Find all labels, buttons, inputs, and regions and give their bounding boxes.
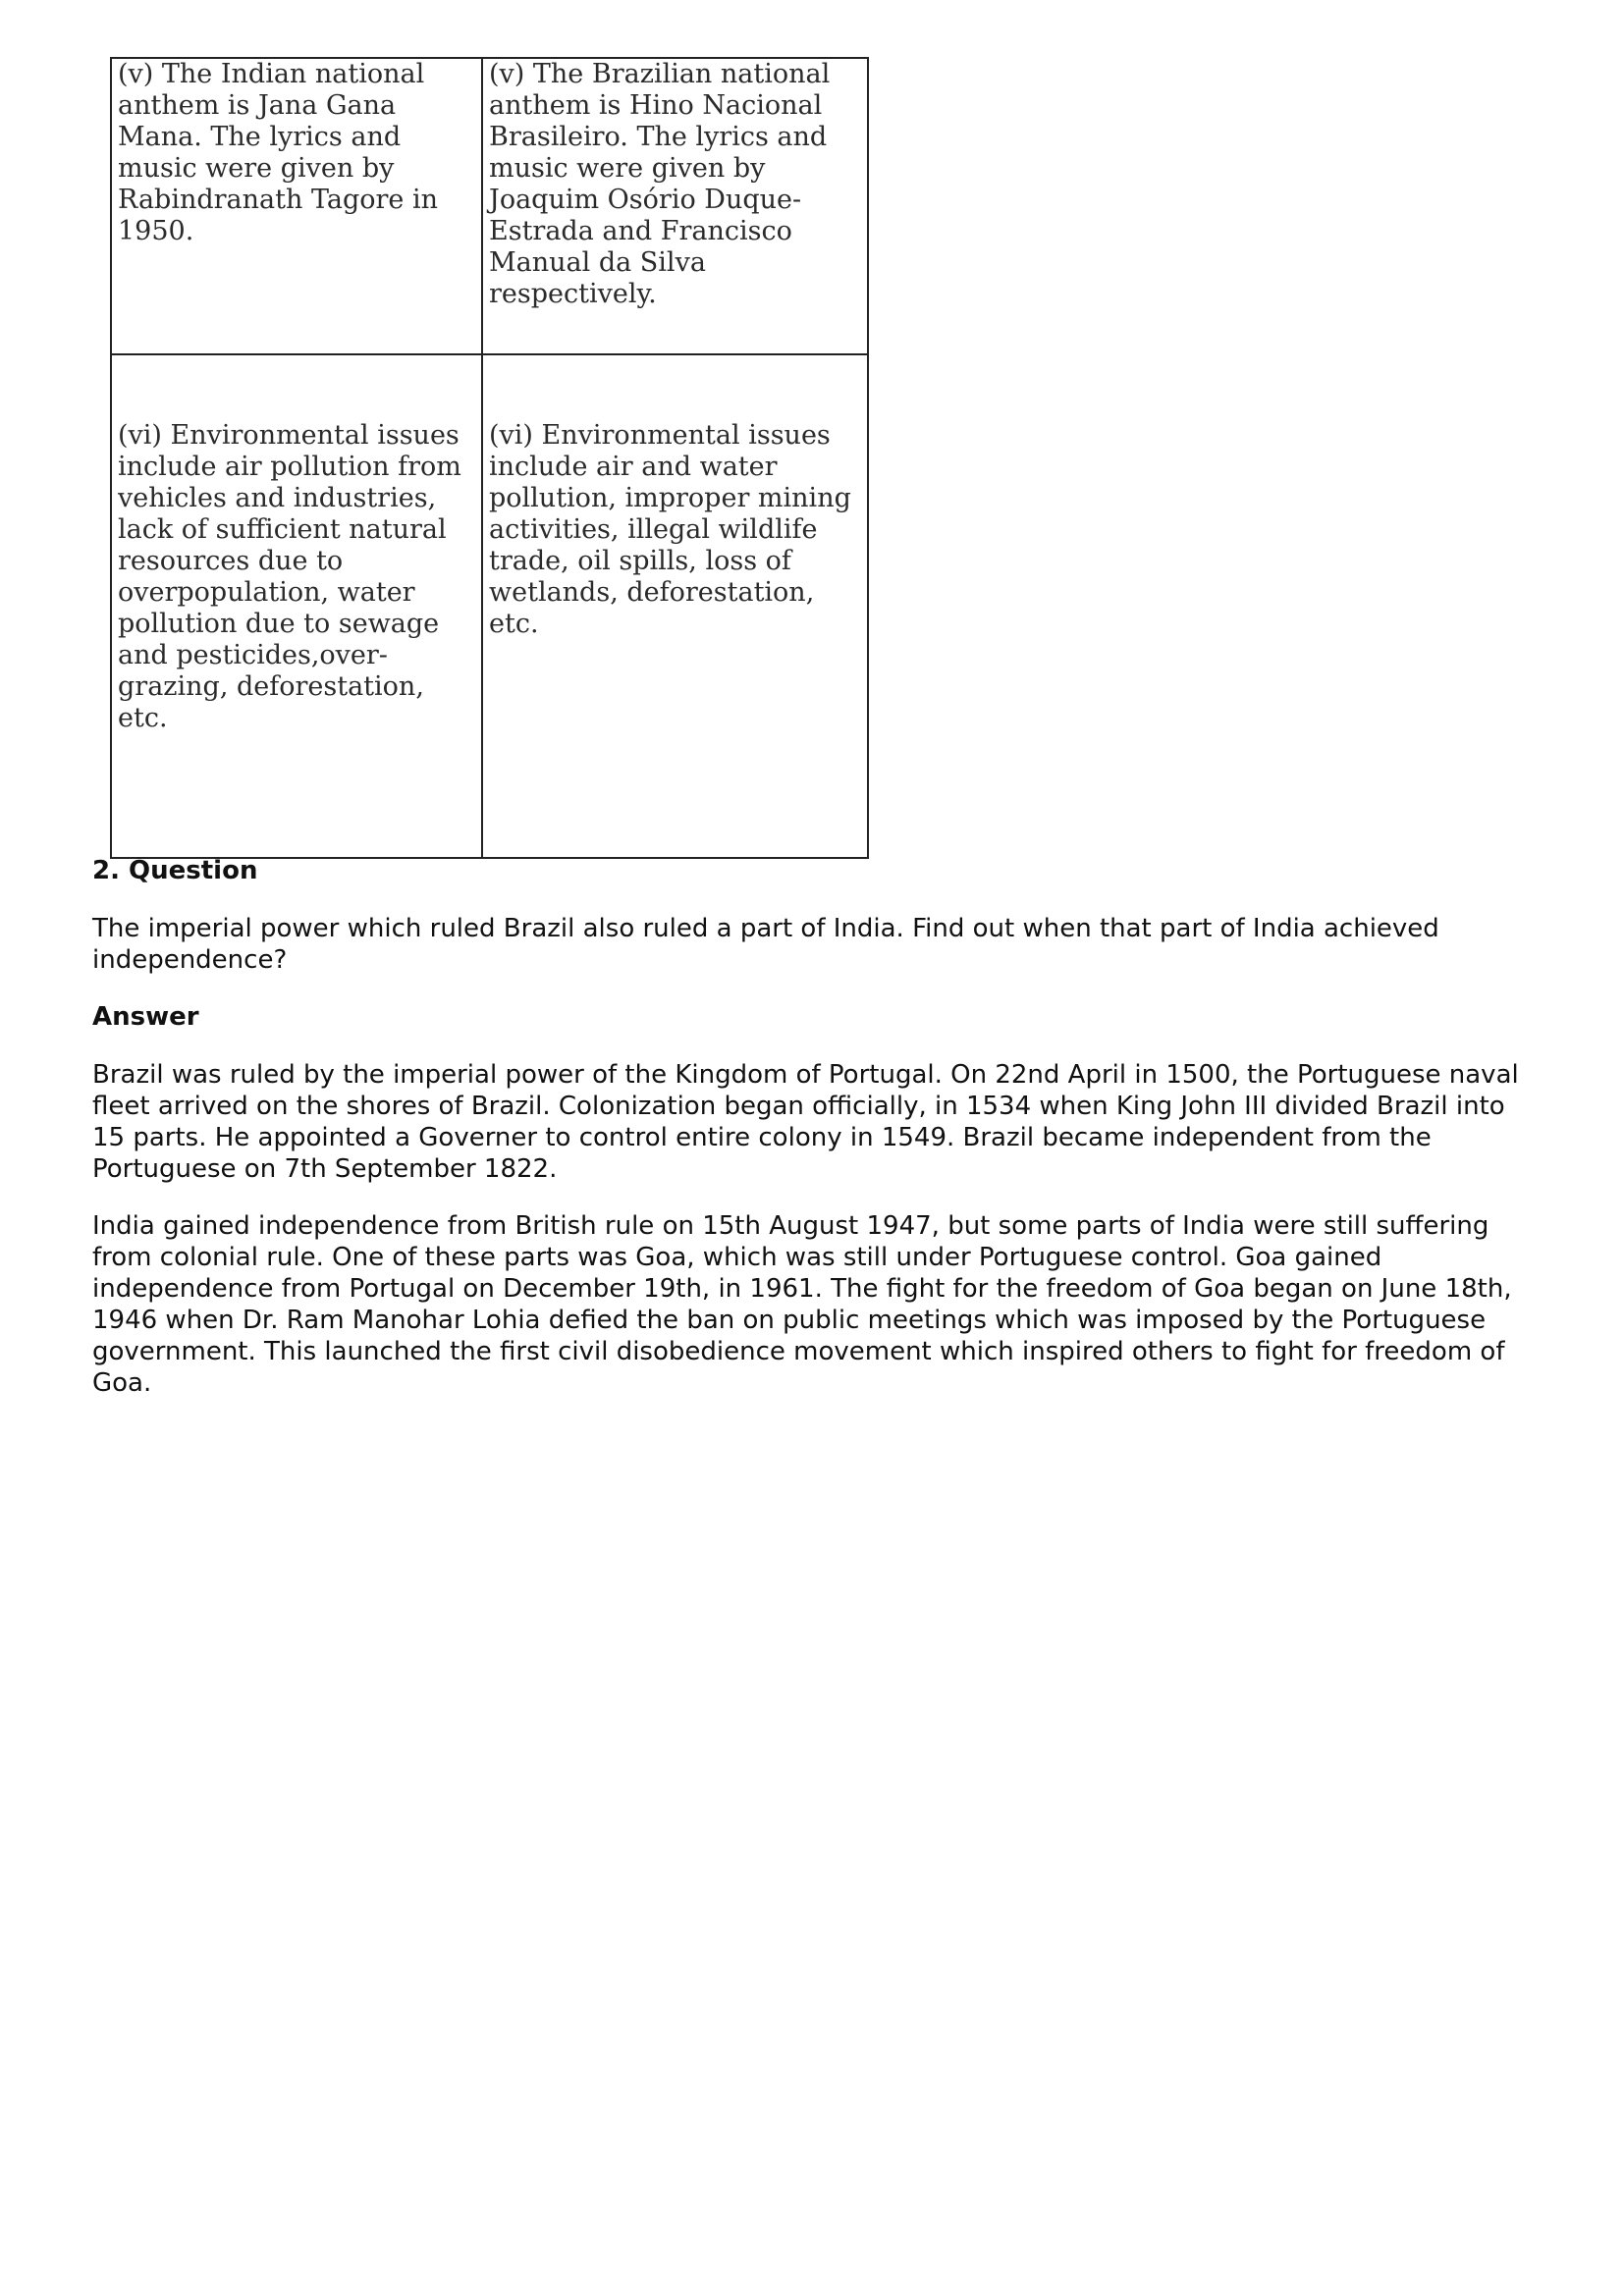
table-row (111, 354, 868, 858)
table-cell-india (111, 58, 482, 354)
table-cell-india (111, 354, 482, 858)
question-text: The imperial power which ruled Brazil also ruled a part of India. Find out when that part of India achieved independence? (92, 914, 1439, 975)
table-cell-brazil (482, 354, 868, 858)
answer-heading: Answer (92, 1002, 199, 1032)
cell-text: (v) The Brazilian national anthem is Hino Nacional Brasileiro. The lyrics and music were given by Joaquim Osório Duque-Estrada and Francisco Manual da Silva respectively. (489, 59, 831, 309)
table-row (111, 58, 868, 354)
answer-paragraph: Brazil was ruled by the imperial power of the Kingdom of Portugal. On 22nd April in 1500, the Portuguese naval fleet arrived on the shores of Brazil. Colonization began officially, in 1534 when King John III divided Brazil into 15 parts. He appointed a Governer to control entire colony in 1549. Brazil became independent from the Portuguese on 7th September 1822. (92, 1060, 1519, 1184)
cell-text: (v) The Indian national anthem is Jana Gana Mana. The lyrics and music were given by Rabindranath Tagore in 1950. (118, 59, 438, 246)
answer-paragraph: India gained independence from British rule on 15th August 1947, but some parts of India were still suffering from colonial rule. One of these parts was Goa, which was still under Portuguese control. Goa gained independence from Portugal on December 19th, in 1961. The fight for the freedom of Goa began on June 18th, 1946 when Dr. Ram Manohar Lohia defied the ban on public meetings which was imposed by the Portuguese government. This launched the first civil disobedience movement which inspired others to fight for freedom of Goa. (92, 1211, 1512, 1398)
cell-text: (vi) Environmental issues include air and water pollution, improper mining activities, illegal wildlife trade, oil spills, loss of wetlands, deforestation, etc. (489, 420, 851, 639)
comparison-table (110, 57, 869, 859)
table-cell-brazil (482, 58, 868, 354)
cell-text: (vi) Environmental issues include air pollution from vehicles and industries, lack of sufficient natural resources due to overpopulation, water pollution due to sewage and pesticides,over-grazing, deforestation, etc. (118, 420, 461, 733)
comparison-table-image (110, 59, 867, 814)
question-heading: 2. Question (92, 856, 258, 885)
